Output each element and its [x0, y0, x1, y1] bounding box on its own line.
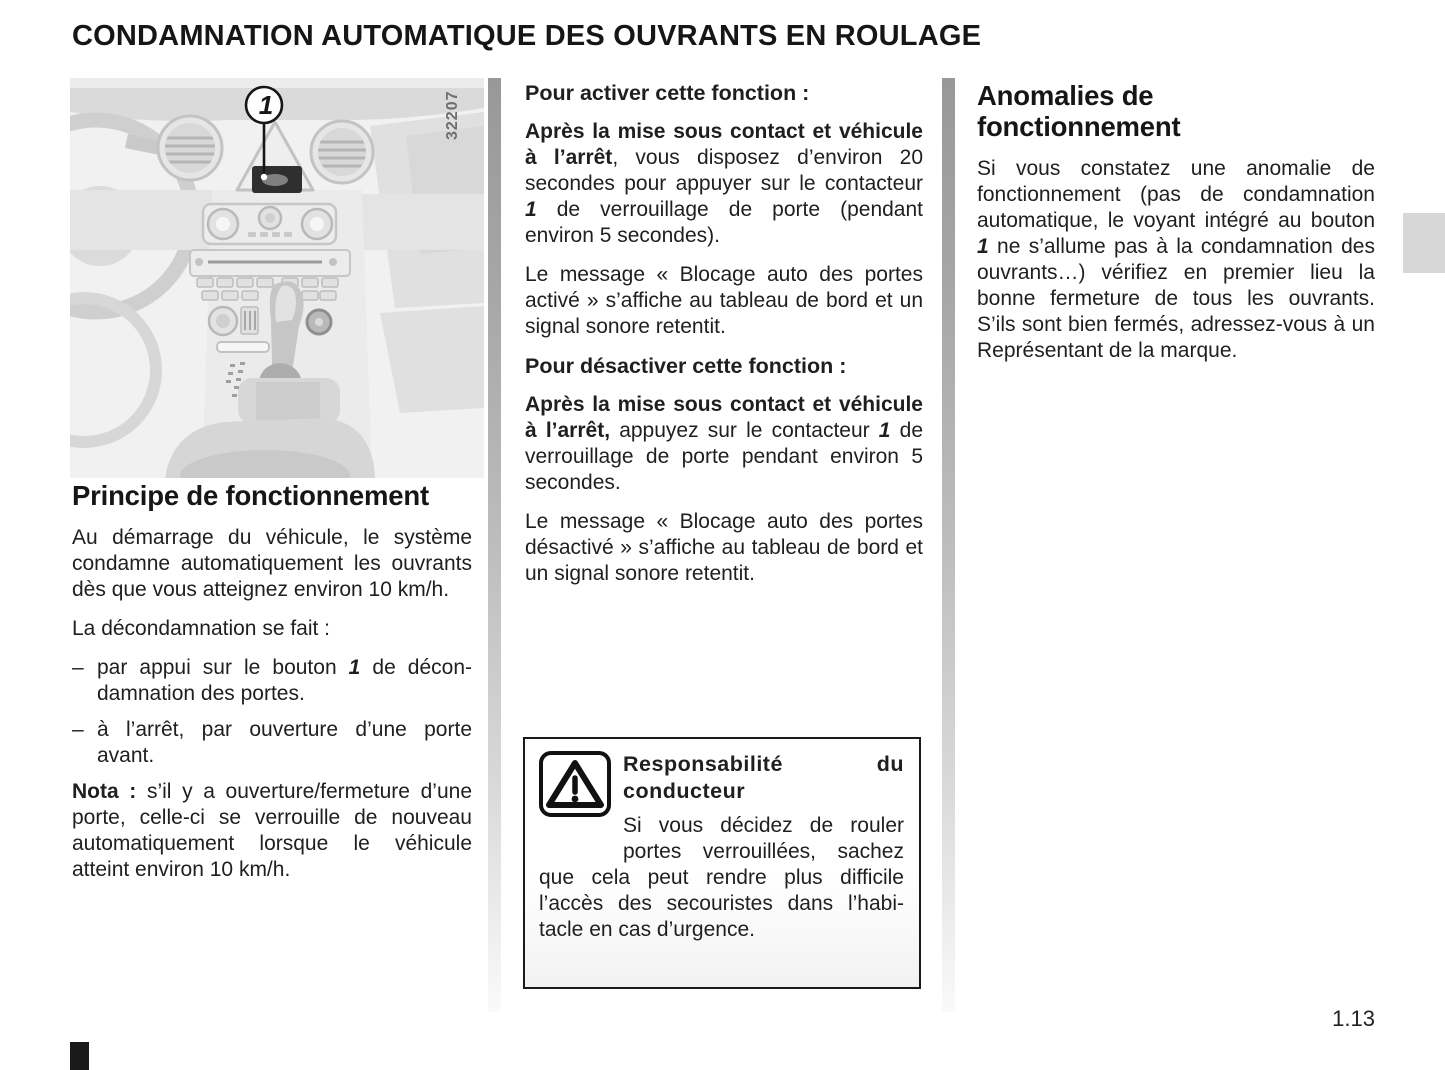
- paragraph-deactivate-1: Après la mise sous contact et véhicule à l’arrêt, appuyez sur le contacteur 1 de verrouillage de porte pendant environ 5 secondes.: [525, 393, 923, 494]
- dashboard-figure: [70, 78, 484, 478]
- subhead-activate: Pour activer cette fonction :: [525, 81, 810, 105]
- paragraph-deactivate-2: Le message « Blocage auto des portes désactivé » s’affiche au tableau de bord et un signal sonore retentit.: [525, 510, 923, 585]
- warning-body: Si vous décidez de rouler portes verrouillées, sachez que cela peut rendre plus difficile l’accès des secouristes dans l’habitacle en cas d’urgence.: [539, 814, 904, 941]
- list-item-text: à l’arrêt, par ouverture d’une porte avant.: [97, 718, 472, 767]
- list-item: [72, 717, 472, 769]
- page-number: 1.13: [1332, 1006, 1375, 1031]
- warning-box: [523, 737, 921, 989]
- column-divider-left: [488, 78, 501, 1012]
- paragraph-nota: Nota : s’il y a ouverture/fermeture d’une porte, celle-ci se verrouille de nouveau automatiquement lorsque le véhicule atteint environ 10 km/h.: [72, 780, 472, 881]
- heading-line: Anomalies de: [977, 80, 1154, 111]
- page-title: CONDAMNATION AUTOMATIQUE DES OUVRANTS EN ROULAGE: [72, 20, 982, 52]
- figure-id: 32207: [444, 90, 461, 140]
- column-anomalies: [977, 80, 1375, 377]
- paragraph-principle-2: La décondamnation se fait :: [72, 617, 331, 640]
- callout-1-label: 1: [258, 90, 274, 120]
- dash-bullet: –: [72, 718, 84, 741]
- list-item-text: par appui sur le bouton 1 de décondamnation des portes.: [97, 656, 473, 705]
- dash-bullet: –: [72, 656, 84, 679]
- chapter-tab-marker: [1403, 213, 1445, 273]
- warning-triangle-icon: [539, 751, 611, 817]
- dashboard-illustration: [70, 78, 484, 478]
- column-principle: [72, 480, 472, 896]
- column-activation: [525, 80, 923, 600]
- column-divider-right: [942, 78, 955, 1012]
- paragraph-principle-1: Au démarrage du véhicule, le système condamne automatiquement les ouvrants dès que vous atteignez environ 10 km/h.: [72, 526, 472, 601]
- paragraph-anomalies: Si vous constatez une anomalie de fonctionnement (pas de condamnation automatique, le voyant intégré au bouton 1 ne s’allume pas à la condamnation des ouvrants…) vérifiez en premier lieu la bonne fermeture de tous les ouvrants. S’ils sont bien fermés, adressez-vous à un Représentant de la marque.: [977, 157, 1375, 362]
- warning-icon: [539, 751, 623, 863]
- section-heading-anomalies: [977, 80, 1375, 142]
- heading-line: fonctionnement: [977, 111, 1181, 142]
- subhead-deactivate: Pour désactiver cette fonction :: [525, 354, 847, 378]
- section-tab-marker: [70, 1042, 89, 1070]
- warning-title: Responsabilité du conducteur: [623, 752, 904, 803]
- section-heading-principle: Principe de fonctionnement: [72, 480, 429, 511]
- paragraph-activate-2: Le message « Blocage auto des portes activé » s’affiche au tableau de bord et un signal sonore retentit.: [525, 263, 923, 338]
- list-item: [72, 655, 472, 707]
- paragraph-activate-1: Après la mise sous contact et véhicule à l’arrêt, vous disposez d’environ 20 secondes pour appuyer sur le contacteur 1 de verrouillage de porte (pendant environ 5 secondes).: [525, 120, 923, 247]
